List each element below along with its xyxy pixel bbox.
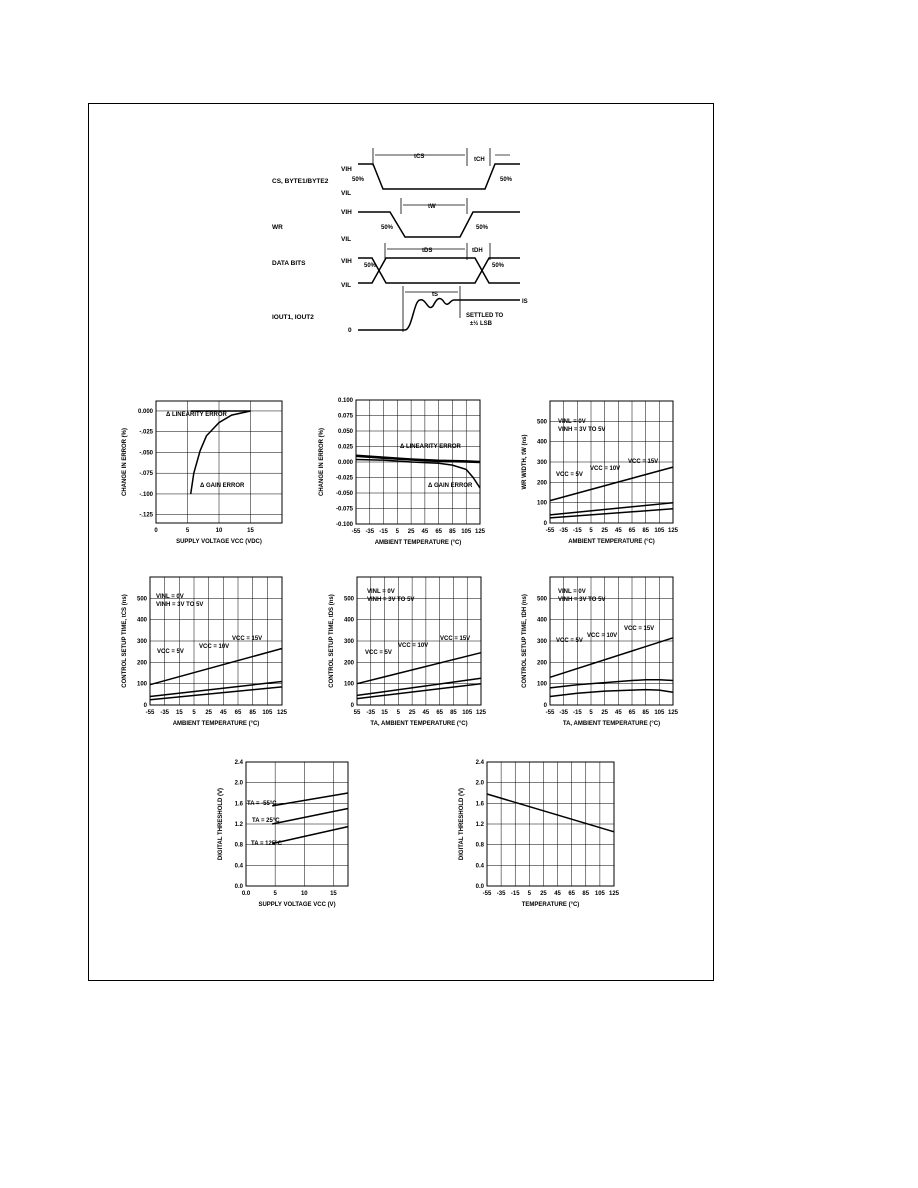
x-tick-label: 45	[421, 529, 429, 535]
x-tick-label: 105	[262, 710, 273, 716]
x-tick-label: -15	[510, 891, 520, 897]
y-tick-label: 0.0	[234, 884, 243, 890]
x-axis-label: TA, AMBIENT TEMPERATURE (°C)	[562, 721, 661, 727]
chart-annotation: Δ GAIN ERROR	[200, 483, 245, 489]
x-tick-label: 25	[205, 710, 213, 716]
chart-annotation: VINL = 0V	[558, 589, 586, 595]
chart-8	[459, 760, 620, 908]
x-tick-label: 25	[601, 528, 609, 534]
x-tick-label: -55	[545, 528, 555, 534]
y-tick-label: 100	[536, 681, 547, 688]
marker-tw: tW	[428, 204, 436, 210]
level-vil-data: VIL	[341, 282, 352, 289]
data-50pct-right: 50%	[492, 263, 505, 269]
x-tick-label: 105	[594, 891, 605, 897]
y-axis-label: CONTROL SETUP TIME, tDH (ns)	[522, 594, 528, 688]
y-tick-label: 400	[136, 617, 147, 624]
signal-label-data: DATA BITS	[272, 260, 306, 267]
signal-label-cs: CS, BYTE1/BYTE2	[272, 178, 329, 185]
settled-label-1: SETTLED TO	[466, 313, 504, 319]
x-tick-label: 15	[175, 710, 183, 716]
x-tick-label: 105	[461, 529, 472, 535]
marker-tcs: tCS	[414, 154, 425, 160]
chart-annotation: VCC = 15V	[624, 626, 655, 632]
x-tick-label: 65	[628, 528, 636, 534]
y-tick-label: 0.0	[475, 884, 484, 890]
y-tick-label: 1.6	[234, 801, 243, 808]
y-tick-label: 500	[536, 596, 547, 603]
y-axis-label: DIGITAL THRESHOLD (V)	[218, 787, 224, 861]
y-tick-label: -.100	[139, 491, 153, 498]
x-tick-label: 5	[589, 710, 593, 716]
chart-annotation: VCC = 5V	[556, 472, 583, 478]
chart-annotation: VINL = 0V	[156, 594, 184, 600]
y-tick-label: 500	[536, 419, 547, 426]
x-tick-label: 0	[154, 528, 158, 534]
x-tick-label: -15	[379, 529, 388, 535]
chart-annotation: Δ LINEARITY ERROR	[400, 444, 461, 450]
x-tick-label: 5	[527, 891, 532, 897]
x-tick-label: 10	[215, 528, 223, 534]
y-tick-label: -0.025	[335, 475, 353, 482]
chart-annotation: VCC = 10V	[590, 466, 621, 472]
x-axis-label: SUPPLY VOLTAGE VCC (V)	[258, 902, 336, 908]
x-tick-label: 65	[435, 529, 443, 535]
y-tick-label: 0.8	[475, 842, 484, 849]
y-tick-label: 100	[136, 681, 147, 688]
y-tick-label: 200	[136, 660, 147, 667]
x-tick-label: 5	[589, 528, 593, 534]
signal-label-wr: WR	[272, 224, 283, 231]
x-tick-label: 15	[381, 710, 388, 716]
series-line-1	[272, 793, 348, 806]
x-tick-label: 125	[276, 710, 288, 716]
x-tick-label: -35	[160, 710, 170, 716]
chart-annotation: TA = 25°C	[252, 818, 280, 824]
y-tick-label: 0.075	[337, 413, 353, 420]
y-tick-label: 0	[350, 703, 354, 709]
series-line-2	[272, 809, 348, 825]
x-tick-label: -55	[545, 710, 555, 716]
x-tick-label: -15	[572, 710, 582, 716]
y-tick-label: -0.050	[335, 491, 353, 497]
x-tick-label: 45	[614, 710, 622, 716]
x-tick-label: 5	[396, 710, 401, 716]
y-tick-label: 1.2	[475, 822, 484, 828]
chart-annotation: VCC = 10V	[199, 644, 230, 650]
x-tick-label: 55	[353, 710, 361, 716]
cs-50pct-right: 50%	[500, 177, 513, 183]
x-axis-label: AMBIENT TEMPERATURE (°C)	[568, 539, 655, 545]
x-axis-label: AMBIENT TEMPERATURE (°C)	[172, 721, 260, 727]
x-tick-label: 105	[462, 710, 473, 716]
x-tick-label: 65	[436, 710, 444, 716]
x-tick-label: -55	[482, 891, 492, 897]
data-50pct-left: 50%	[364, 263, 377, 269]
level-vil-cs: VIL	[341, 190, 352, 197]
x-axis-label: TEMPERATURE (°C)	[521, 902, 580, 908]
chart-annotation: VCC = 10V	[587, 633, 618, 639]
y-tick-label: 500	[343, 596, 354, 603]
marker-tch: tCH	[474, 157, 485, 163]
chart-annotation: VINH = 3V TO 5V	[558, 427, 606, 433]
level-zero-iout: 0	[348, 327, 352, 334]
x-tick-label: 85	[642, 710, 650, 716]
y-tick-label: 2.0	[475, 780, 484, 787]
chart-5	[329, 577, 487, 727]
x-axis-label: SUPPLY VOLTAGE VCC (VDC)	[176, 539, 262, 545]
chart-annotation: Δ LINEARITY ERROR	[166, 412, 227, 418]
x-tick-label: 45	[554, 891, 561, 897]
y-tick-label: 200	[343, 660, 354, 667]
x-tick-label: 15	[247, 528, 254, 534]
y-tick-label: 0.4	[475, 863, 484, 870]
x-tick-label: 45	[614, 528, 622, 534]
cs-50pct-left: 50%	[352, 177, 365, 183]
wr-50pct-right: 50%	[476, 225, 489, 231]
y-tick-label: 2.0	[234, 780, 243, 787]
x-tick-label: 10	[300, 891, 308, 897]
y-tick-label: -.075	[139, 471, 153, 478]
series-line-3	[272, 827, 348, 844]
x-tick-label: 45	[422, 710, 430, 716]
final-level-label: IS	[522, 299, 528, 305]
x-tick-label: 65	[628, 710, 636, 716]
chart-6	[522, 577, 679, 727]
y-tick-label: -.125	[139, 512, 153, 519]
chart-annotation: TA = 125°C	[251, 841, 282, 847]
y-tick-label: 0	[143, 703, 147, 709]
level-vih-cs: VIH	[341, 166, 352, 173]
y-tick-label: 0.4	[234, 863, 243, 870]
y-tick-label: 100	[343, 681, 354, 688]
chart-annotation: VCC = 5V	[157, 649, 184, 655]
x-tick-label: 45	[219, 710, 227, 716]
x-tick-label: 5	[273, 891, 277, 897]
x-tick-label: 85	[642, 528, 650, 534]
y-tick-label: 0	[543, 703, 547, 709]
level-vil-wr: VIL	[341, 236, 352, 243]
chart-annotation: VINH = 3V TO 5V	[558, 597, 606, 603]
chart-1	[122, 401, 282, 545]
y-tick-label: 300	[343, 639, 354, 645]
y-tick-label: 0	[543, 521, 547, 527]
x-tick-label: 125	[608, 891, 620, 897]
chart-7	[218, 760, 348, 908]
y-tick-label: 300	[536, 460, 547, 466]
x-tick-label: 25	[601, 710, 609, 716]
x-tick-label: 85	[449, 529, 456, 535]
x-tick-label: 65	[234, 710, 242, 716]
series-line-3	[550, 690, 673, 697]
chart-annotation: VCC = 5V	[556, 638, 583, 644]
y-tick-label: 0.025	[337, 444, 353, 451]
chart-annotation: Δ GAIN ERROR	[428, 483, 473, 489]
y-tick-label: 200	[536, 480, 547, 487]
x-tick-label: 65	[568, 891, 576, 897]
x-tick-label: -35	[559, 710, 569, 716]
x-tick-label: -15	[572, 528, 582, 534]
y-tick-label: 0.050	[337, 429, 353, 435]
x-axis-label: TA, AMBIENT TEMPERATURE (°C)	[370, 721, 468, 727]
x-tick-label: -35	[559, 528, 569, 534]
y-tick-label: 0.000	[337, 460, 353, 466]
chart-annotation: TA = -55°C	[247, 801, 277, 807]
chart-annotation: VCC = 15V	[232, 636, 263, 642]
y-tick-label: -.050	[139, 450, 153, 457]
x-tick-label: 125	[667, 710, 679, 716]
series-line-2	[357, 678, 481, 695]
y-axis-label: CONTROL SETUP TIME, tCS (ns)	[122, 594, 128, 688]
series-line-1	[487, 794, 614, 832]
y-tick-label: 100	[536, 500, 547, 507]
x-tick-label: -35	[366, 710, 376, 716]
marker-tds: tDS	[422, 248, 433, 254]
x-tick-label: 85	[450, 710, 457, 716]
y-tick-label: 300	[536, 639, 547, 645]
x-tick-label: 0.0	[241, 891, 251, 897]
chart-4	[122, 577, 288, 727]
y-tick-label: 0.000	[137, 408, 153, 415]
chart-annotation: VCC = 5V	[365, 650, 392, 656]
y-axis-label: CHANGE IN ERROR (%)	[122, 427, 128, 497]
y-tick-label: 200	[536, 660, 547, 667]
y-tick-label: 400	[343, 617, 354, 624]
chart-annotation: VINL = 0V	[558, 419, 586, 425]
chart-annotation: VINL = 0V	[367, 589, 395, 595]
y-tick-label: 400	[536, 617, 547, 624]
y-tick-label: 0.100	[337, 398, 353, 404]
x-tick-label: 5	[192, 710, 196, 716]
y-tick-label: -0.100	[335, 522, 353, 528]
x-tick-label: 5	[395, 529, 400, 535]
x-tick-label: 85	[582, 891, 590, 897]
series-line-3	[357, 684, 481, 699]
x-tick-label: 125	[667, 528, 679, 534]
chart-annotation: VINH = 3V TO 5V	[367, 597, 415, 603]
y-axis-label: CONTROL SETUP TIME, tDS (ns)	[329, 594, 335, 688]
y-axis-label: DIGITAL THRESHOLD (V)	[459, 787, 465, 861]
x-tick-label: -55	[145, 710, 155, 716]
y-tick-label: 1.6	[475, 801, 484, 808]
wr-50pct-left: 50%	[381, 225, 394, 231]
y-tick-label: 400	[536, 439, 547, 446]
marker-tdh: tDH	[472, 248, 483, 254]
chart-annotation: VCC = 10V	[398, 643, 429, 649]
chart-annotation: VCC = 15V	[628, 459, 659, 465]
y-tick-label: 500	[136, 596, 147, 603]
x-tick-label: 25	[540, 891, 547, 897]
x-tick-label: 15	[330, 891, 337, 897]
x-tick-label: 85	[249, 710, 257, 716]
y-tick-label: 0.8	[234, 842, 243, 849]
x-tick-label: -55	[351, 529, 361, 535]
x-axis-label: AMBIENT TEMPERATURE (°C)	[374, 540, 462, 546]
x-tick-label: 25	[408, 710, 416, 716]
x-tick-label: -35	[496, 891, 506, 897]
settled-label-2: ±½ LSB	[470, 321, 492, 327]
y-tick-label: 2.4	[475, 760, 484, 766]
x-tick-label: 125	[474, 529, 486, 535]
marker-ts: tS	[432, 292, 438, 298]
level-vih-wr: VIH	[341, 209, 352, 216]
y-tick-label: 2.4	[234, 760, 243, 766]
level-vih-data: VIH	[341, 258, 352, 265]
x-tick-label: 25	[407, 529, 415, 535]
x-tick-label: 5	[185, 528, 190, 534]
signal-label-iout: IOUT1, IOUT2	[272, 314, 314, 321]
chart-annotation: VCC = 15V	[440, 636, 471, 642]
x-tick-label: 105	[654, 528, 665, 534]
y-tick-label: -0.075	[335, 506, 353, 513]
chart-2	[319, 398, 486, 546]
y-tick-label: 300	[136, 639, 147, 645]
y-tick-label: 1.2	[234, 822, 243, 828]
x-tick-label: 125	[475, 710, 487, 716]
chart-3	[522, 401, 679, 545]
x-tick-label: 105	[654, 710, 665, 716]
x-tick-label: -35	[365, 529, 375, 535]
series-line-1	[356, 456, 480, 462]
y-tick-label: -.025	[139, 429, 153, 436]
y-axis-label: WR WIDTH, tW (ns)	[522, 434, 528, 490]
series-line-1	[357, 653, 481, 684]
y-axis-label: CHANGE IN ERROR (%)	[319, 427, 325, 497]
chart-annotation: VINH = 3V TO 5V	[156, 602, 204, 608]
